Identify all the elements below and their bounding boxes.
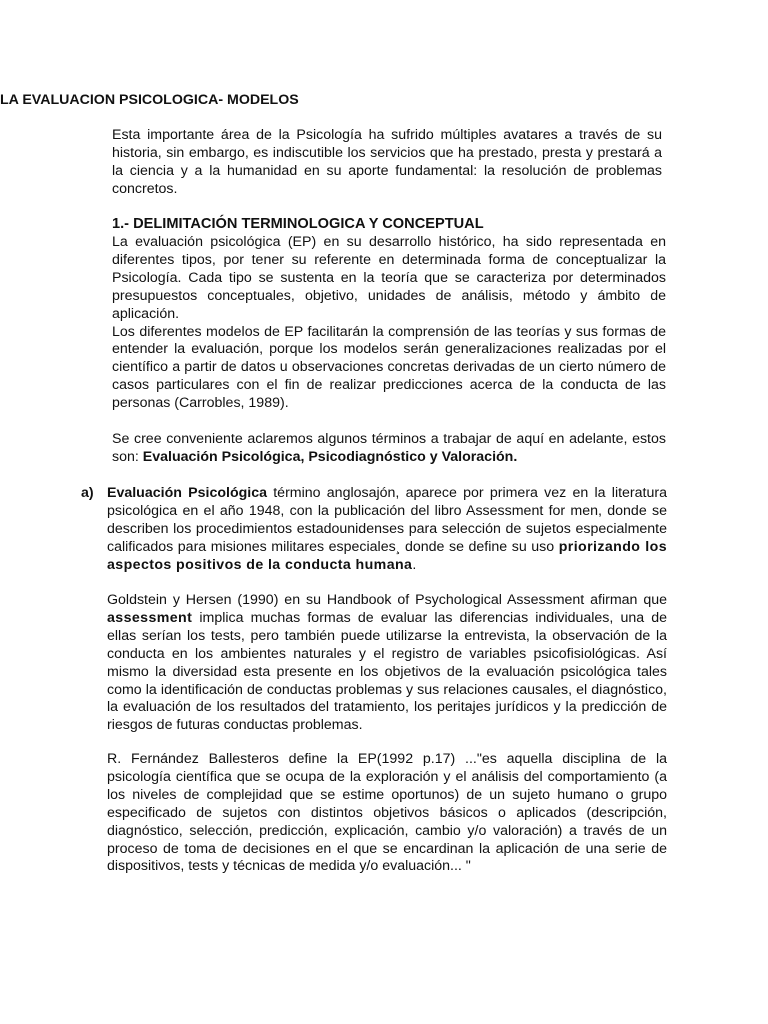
goldstein-text: implica muchas formas de evaluar las diferencias individuales, una de ellas serían los tests, pero también puede utilizarse la entrevista, la observación de la conducta en los ambientes naturales y el registro de variables psicofisiológicas. Así mismo la diversidad esta presente en los objetivos de la evaluación psicológica tales como la identificación de conductas problemas y sus relaciones causales, el diagnóstico, la evaluación de los resultados del tratamiento, los peritajes jurídicos y la predicción de riesgos de futuras conductas problemas. [107, 609, 667, 734]
section-body [112, 234, 666, 413]
list-item-a [81, 485, 667, 575]
goldstein-paragraph [107, 592, 667, 735]
terms-list: Evaluación Psicológica, Psicodiagnóstico y Valoración. [142, 448, 518, 465]
list-item-label: a) [81, 485, 94, 501]
item-a-text: término anglosajón, aparece por primera vez en la literatura psicológica en el año 1948, con la publicación del libro Assessment for men, donde se describen los procedimientos estadounidenses para selección de sujetos especialmente calificados para misiones militares especiales¸ donde se define su uso [107, 485, 667, 555]
item-a-emphasis: priorizando los aspectos positivos de la conducta humana [107, 538, 667, 573]
models-paragraph: Los diferentes modelos de EP facilitarán la comprensión de las teorías y sus formas de entender la evaluación, porque los modelos serán generalizaciones realizadas por el científico a partir de datos u observaciones concretas derivadas de un cierto número de casos particulares con el fin de realizar predicciones acerca de la conducta de las personas (Carrobles, 1989). [112, 323, 666, 412]
terms-paragraph [112, 431, 666, 467]
definition-paragraph: La evaluación psicológica (EP) en su desarrollo histórico, ha sido representada en diferentes tipos, por tener su referente en determinada forma de conceptualizar la Psicología. Cada tipo se sustenta en la teoría que se caracteriza por determinados presupuestos conceptuales, objetivo, unidades de análisis, método y ámbito de aplicación. [112, 234, 666, 322]
intro-paragraph: Esta importante área de la Psicología ha sufrido múltiples avatares a través de su historia, sin embargo, es indiscutible los servicios que ha prestado, presta y prestará a la ciencia y a la humanidad en su aporte fundamental: la resolución de problemas concretos. [112, 127, 662, 197]
term-assessment: assessment [107, 609, 193, 626]
goldstein-lead: Goldstein y Hersen (1990) en su Handbook of Psychological Assessment afirman que [107, 592, 667, 608]
document-title: LA EVALUACION PSICOLOGICA- MODELOS [0, 92, 299, 108]
section-heading: 1.- DELIMITACIÓN TERMINOLOGICA Y CONCEPTUAL [112, 216, 484, 232]
item-a-end: . [412, 556, 417, 573]
term-evaluacion-psicologica: Evaluación Psicológica [107, 485, 267, 501]
fernandez-quote-paragraph: R. Fernández Ballesteros define la EP(1992 p.17) ..."es aquella disciplina de la psicología científica que se ocupa de la exploración y el análisis del comportamiento (a los niveles de complejidad que se estime oportunos) de un sujeto humano o grupo especificado de sujetos con distintos objetivos básicos o aplicados (descripción, diagnóstico, selección, predicción, explicación, cambio y/o valoración) a través de un proceso de toma de decisiones en el que se encardinan la aplicación de una serie de dispositivos, tests y técnicas de medida y/o evaluación... " [107, 751, 667, 875]
terms-intro-text: Se cree conveniente aclaremos algunos términos a trabajar de aquí en adelante, estos son: [112, 431, 666, 465]
